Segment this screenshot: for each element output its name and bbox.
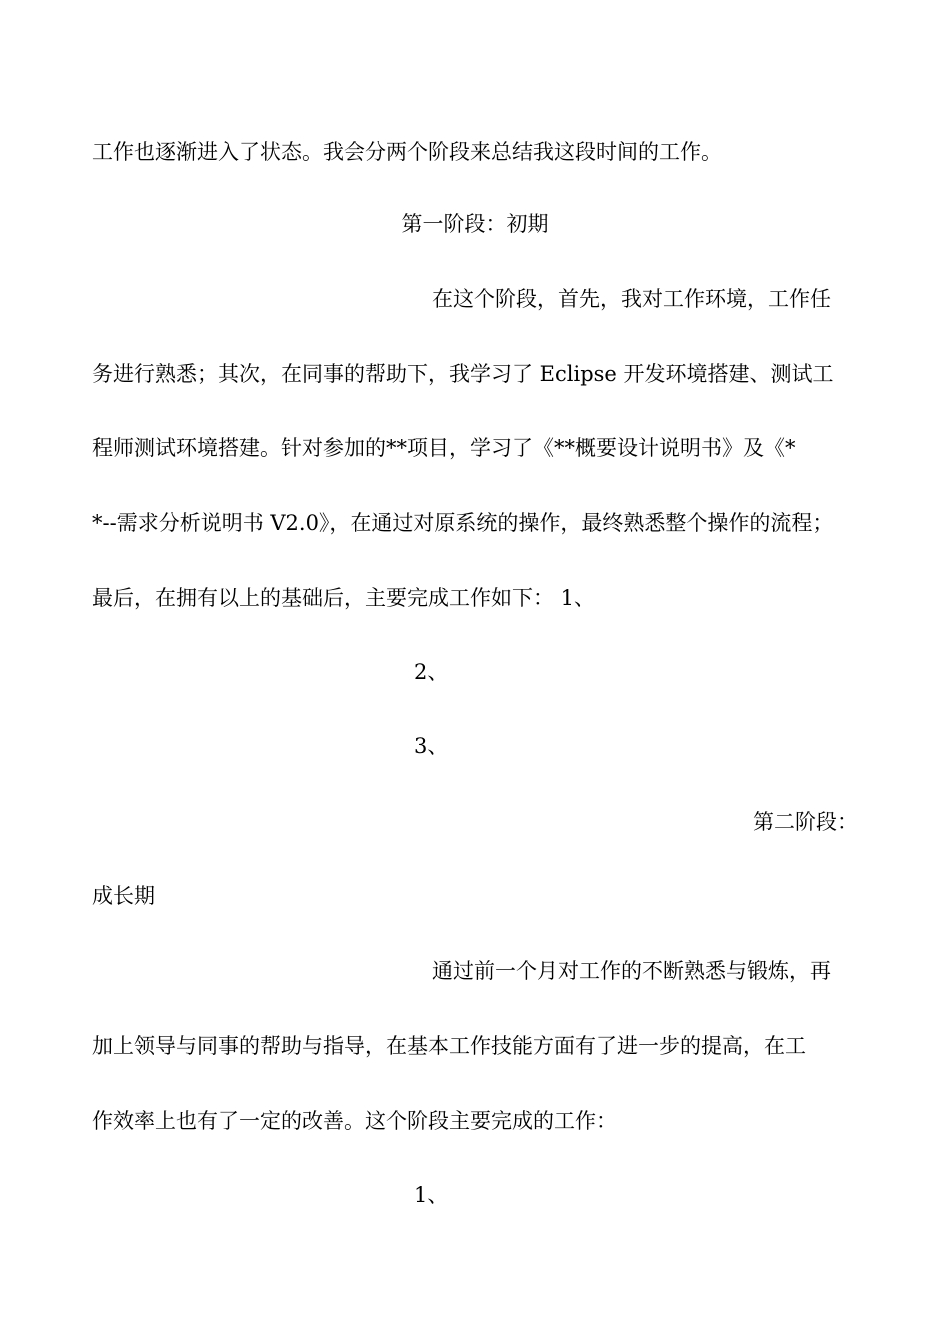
stage-one-paragraph-line-5: 最后，在拥有以上的基础后，主要完成工作如下： 1、 xyxy=(92,586,596,610)
stage-one-paragraph-line-1: 在这个阶段，首先，我对工作环境，工作任 xyxy=(432,287,831,311)
stage-one-paragraph-line-3: 程师测试环境搭建。针对参加的**项目，学习了《**概要设计说明书》及《* xyxy=(92,436,796,460)
stage-two-paragraph-line-1: 通过前一个月对工作的不断熟悉与锻炼，再 xyxy=(432,959,831,983)
stage-two-paragraph-line-3: 作效率上也有了一定的改善。这个阶段主要完成的工作： xyxy=(92,1109,617,1133)
list-item-2: 2、 xyxy=(414,660,449,684)
stage-one-paragraph-line-2: 务进行熟悉；其次，在同事的帮助下，我学习了 Eclipse 开发环境搭建、测试工 xyxy=(92,362,834,386)
stage-one-paragraph-line-4: *--需求分析说明书 V2.0》，在通过对原系统的操作，最终熟悉整个操作的流程； xyxy=(92,511,834,535)
list-item-b1: 1、 xyxy=(414,1183,449,1207)
list-item-3: 3、 xyxy=(414,734,449,758)
stage-one-heading: 第一阶段：初期 xyxy=(401,212,549,236)
stage-two-heading-part-2: 成长期 xyxy=(92,884,155,908)
paragraph-intro-line: 工作也逐渐进入了状态。我会分两个阶段来总结我这段时间的工作。 xyxy=(92,140,722,164)
stage-two-paragraph-line-2: 加上领导与同事的帮助与指导，在基本工作技能方面有了进一步的提高，在工 xyxy=(92,1034,806,1058)
stage-two-heading-part-1: 第二阶段： xyxy=(753,810,858,834)
